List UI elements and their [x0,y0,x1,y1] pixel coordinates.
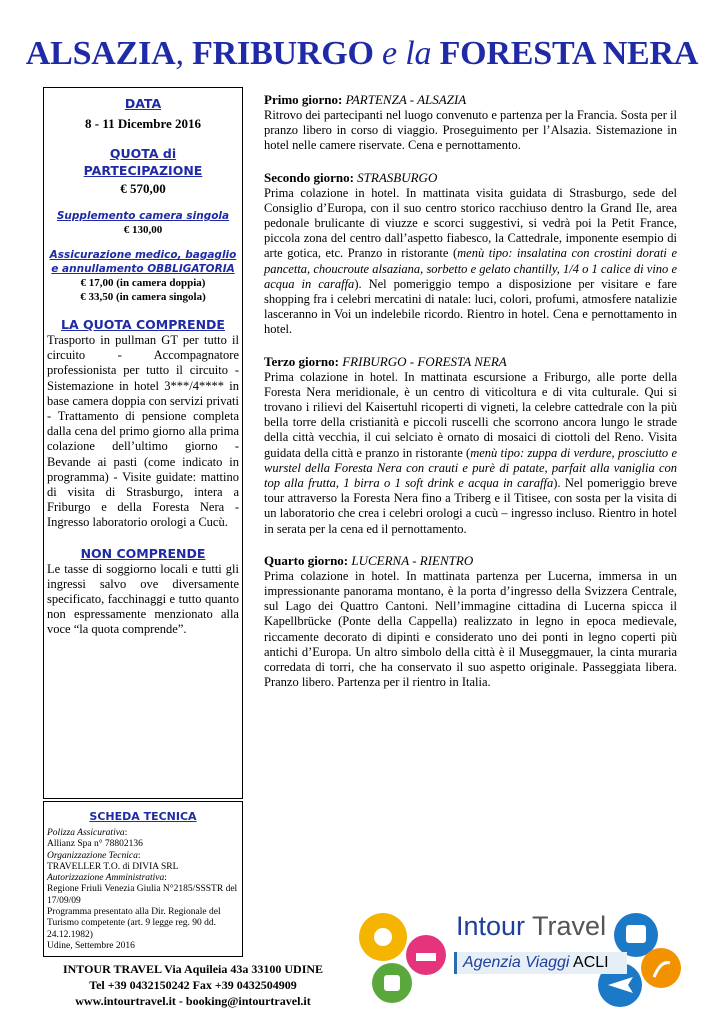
brand-intour: Intour [456,911,526,941]
auth-value: Regione Friuli Venezia Giulia N°2185/SSSTR del 17/09/09 [47,884,238,906]
title-comma: , [175,35,184,72]
day-title: STRASBURGO [357,169,438,185]
footer-address: INTOUR TRAVEL Via Aquileia 43a 33100 UDINE [62,962,324,976]
day-label: Quarto giorno: [264,552,352,568]
includes-label: LA QUOTA COMPRENDE [61,317,225,332]
palm-icon [641,948,681,988]
train-body [384,975,400,991]
org-value: TRAVELLER T.O. di DIVIA SRL [47,861,179,872]
day-text-part: Prima colazione in hotel. In mattinata escursione a Friburgo, alle porte della Foresta Nera meridionale, è un centro di viticoltura e di vita culturale. Qui si trovano i rilievi del Kaisertuhl ricoperti di vigneti, la celebre cattedrale con la più bella torre della cristianità e piccoli ruscelli che scorrono ancora lungo le strade della città vecchia, il cui selciato è ornato di mosaici di ciottoli del Reno. Visita guidata della città e pranzo in ristorante ( [264,369,677,460]
title-part-friburgo: FRIBURGO [183,35,383,72]
title-e: e [382,35,397,72]
supplement-price: € 130,00 [123,224,163,236]
auth-label: Autorizzazione Amministrativa [47,873,165,884]
menu-text: menù tipo: insalatina con crostini dorati e pancetta, choucroute alsaziana, sorbetto e gelato chantilly, 1/4 o 1 calice di vino e acqua in caraffa [264,246,677,291]
policy-value: Allianz Spa n° 78802136 [47,839,143,850]
day-text: Ritrovo dei partecipanti nel luogo convenuto e partenza per la Francia. Sosta per il pranzo libero in corso di viaggio. Proseguimento per l’Alsazia. Sistemazione in hotel nelle camere riservate. Cena e pernottamento. [264,108,677,153]
day-label: Secondo giorno: [264,169,358,185]
excludes-label: NON COMPRENDE [80,545,206,561]
day-text [264,370,677,537]
day-text-part: Prima colazione in hotel. In mattinata visita guidata di Strasburgo, sede del Consiglio d’Europa, con il suo centro storico racchiuso dentro la Grand Ile, area pedonale brulicante di viuzze e scorci suggestivi, si vedrà poi la Petit France, piccola zona del centro dall’aspetto fiabesco, la Cattedrale, imponente esempio di arte gotica, etc. Pranzo in ristorante ( [264,185,677,261]
day-1 [264,91,677,154]
bus-body [626,925,646,943]
day-title: PARTENZA - ALSAZIA [345,92,467,107]
day-2 [264,169,677,338]
day-text [264,186,677,338]
tech-details: Polizza Assicurativa: Allianz Spa n° 78802136 Organizzazione Tecnica: TRAVELLER T.O. di DIVIA SRL Autorizzazione Amministrativa: Regione Friuli Venezia Giulia N°2185/SSSTR del 17/09/09 Programma presentato alla Dir. Regionale del Turismo competente (art. 9 legge reg. 90 dd. 24.12.1982) Udine, Settembre 2016 [47,828,238,951]
menu-text: menù tipo: zuppa di verdure, prosciutto e wurstel della Foresta Nera con crauti e purè di patate, parfait alla vaniglia con top alla frutta, 1 birra o 1 soft drink e acqua in caraffa [264,445,677,491]
org-label: Organizzazione Tecnica [47,850,138,861]
sun-core [374,928,392,946]
supplement-label: Supplemento camera singola [56,210,230,222]
policy-label: Polizza Assicurativa [47,828,125,838]
day-title: LUCERNA - RIENTRO [351,552,474,568]
day-label: Primo giorno: [264,92,346,107]
insurance-double: € 17,00 (in camera doppia) [80,277,206,289]
day-label: Terzo giorno: [264,353,343,369]
title-part-foresta: FORESTA NERA [431,35,699,72]
scheda-tecnica [43,801,243,957]
insurance-single: € 33,50 (in camera singola) [80,291,206,303]
itinerary [264,91,677,706]
program-value: Programma presentato alla Dir. Regionale del Turismo competente (art. 9 legge reg. 90 dd. 24.12.1982) [47,907,221,940]
date-value: 8 - 11 Dicembre 2016 [84,116,202,131]
day-text: Prima colazione in hotel. In mattinata partenza per Lucerna, immersa in un impressionante panorama montano, è la porta d’ingresso della Svizzera Centrale, sul Lago dei Quattro Cantoni. Nell’immagine cittadina di Lucerna spicca il Kapellbrücke (Ponte della Cappella) realizzato in legno in epoca medievale, riccamente decorato di dipinti e considerato uno dei ponti in legno coperti più antichi d’Europa. Un altro simbolo della città è il Museggmauer, la cinta muraria corredata di torri, che ha conservato il suo aspetto originale. Passeggiata libera. Pranzo libero. Partenza per il rientro in Italia. [264,568,677,690]
brand-travel: Travel [525,911,607,941]
tech-label: SCHEDA TECNICA [89,810,197,823]
day-text-part: ). Nel pomeriggio tempo a disposizione per visitare e fare shopping fra i celebri mercatini di natale: luci, colori, profumi, atmosfere natalizie lasceranno in Voi un indelebile ricordo. Rientro in hotel. Cena e pernottamento in hotel. [264,276,677,337]
title-part-alsazia: ALSAZIA [25,35,176,72]
title-la: la [396,35,432,72]
day-text-part: ). Nel pomeriggio breve tour attraverso la Foresta Nera fino a Triberg e il Titisee, con sosta per la visita di un laboratorio che crea i celebri orologi a cucù – ingresso incluso. Rientro in hotel in serata per la cena ed il pernottamento. [264,476,677,536]
footer-contacts [43,961,343,1009]
tagline-acli: ACLI [569,954,609,971]
place-date: Udine, Settembre 2016 [47,940,135,951]
insurance-label: Assicurazione medico, bagaglio e annullamento OBBLIGATORIA [49,249,237,275]
includes-text: Trasporto in pullman GT per tutto il circuito - Accompagnatore professionista per tutto il circuito - Sistemazione in hotel 3***/4**** in base camera doppia con servizi privati - Trattamento di pensione completa dalla cena del primo giorno alla prima colazione dell’ultimo giorno - Bevande ai pasti (come indicato in programma) - Visite guidate: mattino di visita di Strasburgo, intera a Friburgo e della Foresta Nera - Ingresso laboratorio orologi a Cucù. [47,333,239,530]
price-value: € 570,00 [120,181,166,196]
footer-phone: Tel +39 0432150242 Fax +39 0432504909 [89,978,297,992]
brand-name [456,911,606,942]
page-title [0,34,724,74]
intour-logo [358,905,688,1015]
ship-hull [416,953,436,961]
footer-web: www.intourtravel.it - booking@intourtravel.it [75,994,311,1008]
excludes-text: Le tasse di soggiorno locali e tutti gli ingressi salvo ove diversamente specificato, facchinaggi e tutto quanto non espressamente menzionato alla voce “la quota comprende”. [47,561,239,637]
brand-tagline [454,952,627,974]
date-label: DATA [124,96,162,111]
info-sidebar [43,87,243,799]
day-3 [264,353,677,537]
day-title: FRIBURGO - FORESTA NERA [342,353,507,369]
quota-label: QUOTA di PARTECIPAZIONE [83,146,203,178]
day-4 [264,552,677,691]
tagline-agenzia: Agenzia Viaggi [463,954,570,971]
